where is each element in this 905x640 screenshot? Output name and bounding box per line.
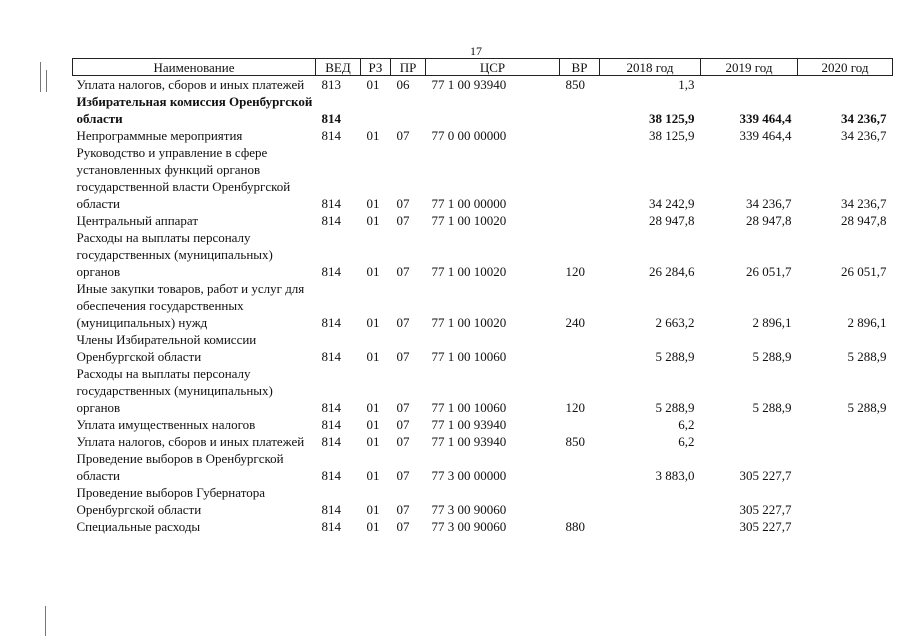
row-rz: 01 <box>366 213 380 228</box>
row-pr: 07 <box>396 468 410 483</box>
row-pr: 07 <box>396 349 410 364</box>
row-amount-2018: 3 883,0 <box>655 468 695 483</box>
row-pr: 07 <box>396 128 410 143</box>
row-rz: 01 <box>366 77 380 92</box>
row-name: Иные закупки товаров, работ и услуг для обеспечения государственных (муниципальных) нужд <box>76 281 305 330</box>
table-row <box>73 93 893 127</box>
row-csr: 77 3 00 00000 <box>431 468 507 483</box>
row-rz: 01 <box>366 264 380 279</box>
scan-margin-mark <box>45 606 46 636</box>
row-ved: 814 <box>321 468 341 483</box>
row-rz: 01 <box>366 417 380 432</box>
table-row <box>73 450 893 484</box>
row-name: Избирательная комиссия Оренбургской области <box>76 94 313 126</box>
row-amount-2019: 5 288,9 <box>752 349 792 364</box>
row-csr: 77 1 00 93940 <box>431 417 507 432</box>
table-header-row <box>73 59 893 76</box>
row-amount-2019: 339 464,4 <box>739 111 792 126</box>
row-ved: 813 <box>321 77 341 92</box>
row-pr: 07 <box>396 196 410 211</box>
row-csr: 77 1 00 10020 <box>431 264 507 279</box>
row-csr: 77 1 00 93940 <box>431 77 507 92</box>
scan-margin-mark <box>40 62 41 92</box>
row-amount-2020 <box>798 484 893 518</box>
table-row <box>73 433 893 450</box>
row-ved: 814 <box>321 128 341 143</box>
row-vr: 880 <box>565 519 585 534</box>
row-pr: 06 <box>396 77 410 92</box>
row-vr: 120 <box>565 264 585 279</box>
row-amount-2019: 305 227,7 <box>739 519 792 534</box>
row-amount-2020 <box>798 518 893 535</box>
row-csr: 77 1 00 10020 <box>431 213 507 228</box>
row-amount-2018: 34 242,9 <box>649 196 695 211</box>
row-rz: 01 <box>366 128 380 143</box>
row-ved: 814 <box>321 434 341 449</box>
row-amount-2019: 5 288,9 <box>752 400 792 415</box>
table-row <box>73 280 893 331</box>
row-amount-2020: 26 051,7 <box>841 264 887 279</box>
row-ved: 814 <box>321 213 341 228</box>
row-csr <box>426 93 560 127</box>
header-ved: ВЕД <box>316 59 361 76</box>
row-ved: 814 <box>321 315 341 330</box>
header-rz: РЗ <box>361 59 391 76</box>
row-name: Специальные расходы <box>76 519 201 534</box>
row-name: Члены Избирательной комиссии Оренбургской области <box>76 332 257 364</box>
table-row <box>73 76 893 94</box>
row-vr: 120 <box>565 400 585 415</box>
row-amount-2020 <box>798 76 893 94</box>
row-amount-2019: 2 896,1 <box>752 315 792 330</box>
row-amount-2018: 5 288,9 <box>655 400 695 415</box>
row-csr: 77 1 00 93940 <box>431 434 507 449</box>
row-name: Уплата имущественных налогов <box>76 417 256 432</box>
row-name: Непрограммные мероприятия <box>76 128 243 143</box>
row-vr: 850 <box>565 77 585 92</box>
row-amount-2019 <box>701 76 798 94</box>
row-amount-2019 <box>701 433 798 450</box>
table-row <box>73 365 893 416</box>
row-name: Уплата налогов, сборов и иных платежей <box>76 77 305 92</box>
row-csr: 77 1 00 10020 <box>431 315 507 330</box>
row-name: Проведение выборов в Оренбургской области <box>76 451 284 483</box>
header-pr: ПР <box>391 59 426 76</box>
row-csr: 77 1 00 00000 <box>431 196 507 211</box>
row-rz: 01 <box>366 315 380 330</box>
row-amount-2020: 28 947,8 <box>841 213 887 228</box>
row-vr <box>560 212 600 229</box>
row-amount-2020: 5 288,9 <box>847 400 887 415</box>
row-vr <box>560 416 600 433</box>
row-vr <box>560 93 600 127</box>
row-amount-2019: 305 227,7 <box>739 502 792 517</box>
row-csr: 77 1 00 10060 <box>431 400 507 415</box>
row-rz: 01 <box>366 502 380 517</box>
row-ved: 814 <box>321 196 341 211</box>
row-amount-2018 <box>600 518 701 535</box>
row-pr: 07 <box>396 315 410 330</box>
row-amount-2020: 5 288,9 <box>847 349 887 364</box>
row-rz: 01 <box>366 434 380 449</box>
row-amount-2020: 34 236,7 <box>841 196 887 211</box>
row-amount-2018: 26 284,6 <box>649 264 695 279</box>
row-vr <box>560 484 600 518</box>
row-csr: 77 3 00 90060 <box>431 519 507 534</box>
header-2019: 2019 год <box>701 59 798 76</box>
row-amount-2020 <box>798 450 893 484</box>
row-vr: 240 <box>565 315 585 330</box>
row-ved: 814 <box>321 111 341 126</box>
row-ved: 814 <box>321 264 341 279</box>
table-row <box>73 144 893 212</box>
table-row <box>73 518 893 535</box>
row-amount-2018: 2 663,2 <box>655 315 695 330</box>
table-row <box>73 484 893 518</box>
row-vr <box>560 144 600 212</box>
row-amount-2018: 38 125,9 <box>649 128 695 143</box>
row-pr: 07 <box>396 417 410 432</box>
row-pr: 07 <box>396 213 410 228</box>
row-name: Расходы на выплаты персоналу государственных (муниципальных) органов <box>76 366 273 415</box>
row-csr: 77 0 00 00000 <box>431 128 507 143</box>
row-amount-2020 <box>798 416 893 433</box>
row-name: Проведение выборов Губернатора Оренбургской области <box>76 485 265 517</box>
budget-table <box>72 58 893 535</box>
header-vr: ВР <box>560 59 600 76</box>
row-rz: 01 <box>366 468 380 483</box>
row-name: Расходы на выплаты персоналу государственных (муниципальных) органов <box>76 230 273 279</box>
scan-margin-mark <box>46 70 47 92</box>
row-name: Уплата налогов, сборов и иных платежей <box>76 434 305 449</box>
row-pr: 07 <box>396 434 410 449</box>
row-ved: 814 <box>321 400 341 415</box>
row-rz: 01 <box>366 519 380 534</box>
row-amount-2018: 28 947,8 <box>649 213 695 228</box>
row-amount-2019: 26 051,7 <box>746 264 792 279</box>
header-name: Наименование <box>73 59 316 76</box>
row-amount-2019: 34 236,7 <box>746 196 792 211</box>
row-amount-2019: 28 947,8 <box>746 213 792 228</box>
row-pr: 07 <box>396 502 410 517</box>
row-rz: 01 <box>366 196 380 211</box>
row-ved: 814 <box>321 349 341 364</box>
row-amount-2018: 6,2 <box>678 417 695 432</box>
row-ved: 814 <box>321 417 341 432</box>
row-rz: 01 <box>366 349 380 364</box>
header-2020: 2020 год <box>798 59 893 76</box>
row-amount-2019 <box>701 416 798 433</box>
table-row <box>73 331 893 365</box>
row-vr <box>560 127 600 144</box>
row-amount-2018: 6,2 <box>678 434 695 449</box>
row-name: Руководство и управление в сфере установленных функций органов государственной власти Оренбургской области <box>76 145 291 211</box>
header-csr: ЦСР <box>426 59 560 76</box>
header-2018: 2018 год <box>600 59 701 76</box>
row-pr: 07 <box>396 519 410 534</box>
row-ved: 814 <box>321 502 341 517</box>
row-amount-2018: 1,3 <box>678 77 695 92</box>
table-row <box>73 127 893 144</box>
row-pr <box>391 93 426 127</box>
row-amount-2018 <box>600 484 701 518</box>
row-amount-2019: 305 227,7 <box>739 468 792 483</box>
row-amount-2020: 34 236,7 <box>841 111 887 126</box>
row-vr <box>560 450 600 484</box>
row-amount-2019: 339 464,4 <box>739 128 792 143</box>
row-ved: 814 <box>321 519 341 534</box>
row-pr: 07 <box>396 264 410 279</box>
table-body <box>73 76 893 536</box>
row-amount-2020 <box>798 433 893 450</box>
row-csr: 77 1 00 10060 <box>431 349 507 364</box>
row-vr <box>560 331 600 365</box>
row-amount-2020: 2 896,1 <box>847 315 887 330</box>
row-amount-2020: 34 236,7 <box>841 128 887 143</box>
table-row <box>73 212 893 229</box>
row-csr: 77 3 00 90060 <box>431 502 507 517</box>
table-row <box>73 416 893 433</box>
row-rz <box>361 93 391 127</box>
table-row <box>73 229 893 280</box>
row-vr: 850 <box>565 434 585 449</box>
row-amount-2018: 5 288,9 <box>655 349 695 364</box>
row-pr: 07 <box>396 400 410 415</box>
page-number: 17 <box>470 44 482 58</box>
row-rz: 01 <box>366 400 380 415</box>
row-amount-2018: 38 125,9 <box>649 111 695 126</box>
row-name: Центральный аппарат <box>76 213 199 228</box>
